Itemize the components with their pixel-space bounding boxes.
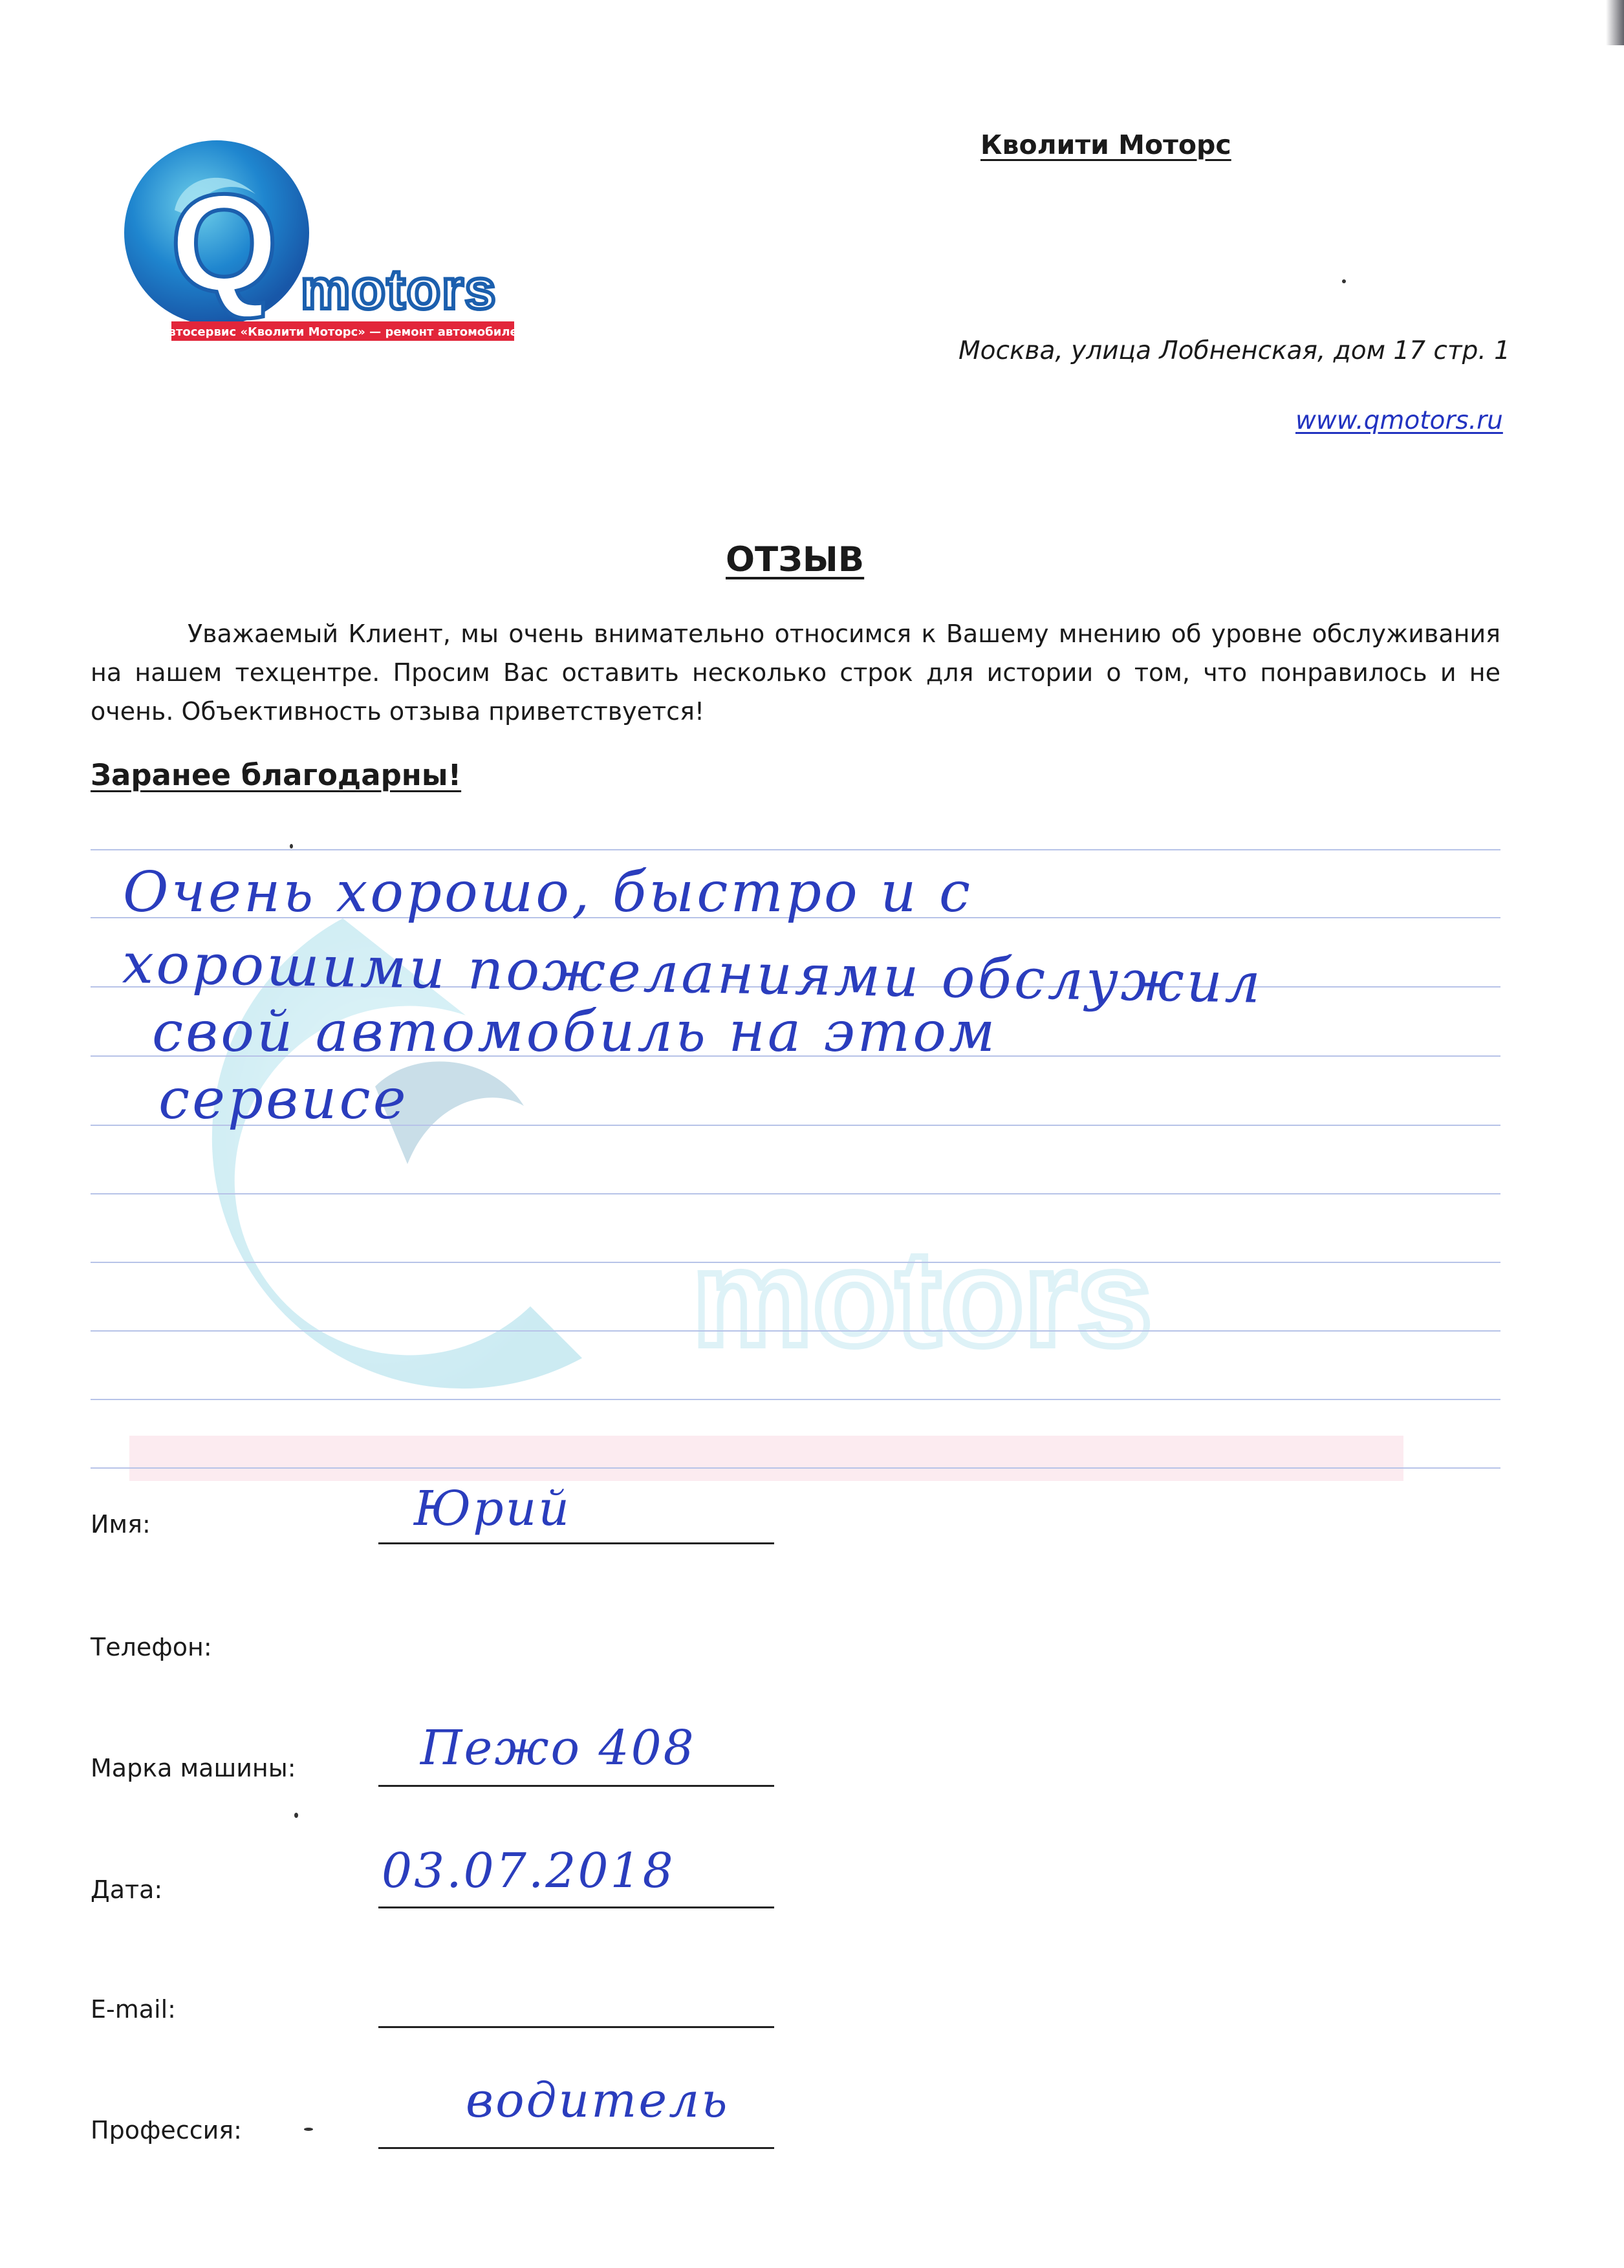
svg-text:Q: Q [170, 165, 279, 321]
name-label: Имя: [91, 1510, 151, 1539]
email-field-line[interactable] [378, 2026, 774, 2028]
svg-text:motors: motors [301, 259, 497, 321]
scan-speck [304, 2128, 313, 2131]
ruled-line [91, 1262, 1500, 1263]
svg-text:motors: motors [692, 1222, 1153, 1374]
review-line: сервисе [158, 1067, 409, 1132]
name-value: Юрий [414, 1481, 571, 1537]
intro-paragraph: Уважаемый Клиент, мы очень внимательно относимся к Вашему мнению об уровне обслуживания на нашем техцентре. Просим Вас оставить несколько строк для истории о том, что понравилось и не очень. Объективность отзыва приветствуется! [91, 620, 1500, 726]
ruled-line [91, 1330, 1500, 1332]
ruled-line [91, 849, 1500, 850]
scan-speck [290, 844, 293, 848]
logo-tagline: Автосервис «Кволити Моторс» — ремонт автомобилей [159, 325, 526, 339]
car-brand-label: Марка машины: [91, 1754, 296, 1782]
date-field-line[interactable] [378, 1906, 774, 1908]
scan-edge-shadow [1606, 0, 1624, 45]
company-name: Кволити Моторс [980, 129, 1231, 160]
review-line: свой автомобиль на этом [152, 1000, 998, 1064]
email-label: E-mail: [91, 1995, 176, 2024]
scan-speck [1342, 279, 1346, 283]
name-field-line[interactable] [378, 1542, 774, 1544]
review-line: Очень хорошо, быстро и с [123, 860, 973, 925]
ruled-line [91, 1467, 1500, 1469]
date-value: 03.07.2018 [382, 1843, 675, 1899]
profession-value: водитель [466, 2073, 730, 2128]
qmotors-logo [120, 139, 540, 356]
company-address: Москва, улица Лобненская, дом 17 стр. 1 [958, 336, 1510, 365]
date-label: Дата: [91, 1875, 163, 1904]
thanks-heading: Заранее благодарны! [91, 758, 462, 792]
profession-label: Профессия: [91, 2116, 242, 2144]
website-link[interactable]: www.qmotors.ru [1295, 406, 1503, 435]
car-brand-value: Пежо 408 [420, 1720, 696, 1776]
ruled-line [91, 1193, 1500, 1194]
document-title: ОТЗЫВ [726, 540, 865, 579]
car-brand-field-line[interactable] [378, 1785, 774, 1787]
phone-label: Телефон: [91, 1633, 212, 1661]
scan-speck [294, 1813, 298, 1818]
ruled-line [91, 1399, 1500, 1400]
profession-field-line[interactable] [378, 2147, 774, 2149]
review-line: хорошими пожеланиями обслужил [122, 931, 1264, 1016]
